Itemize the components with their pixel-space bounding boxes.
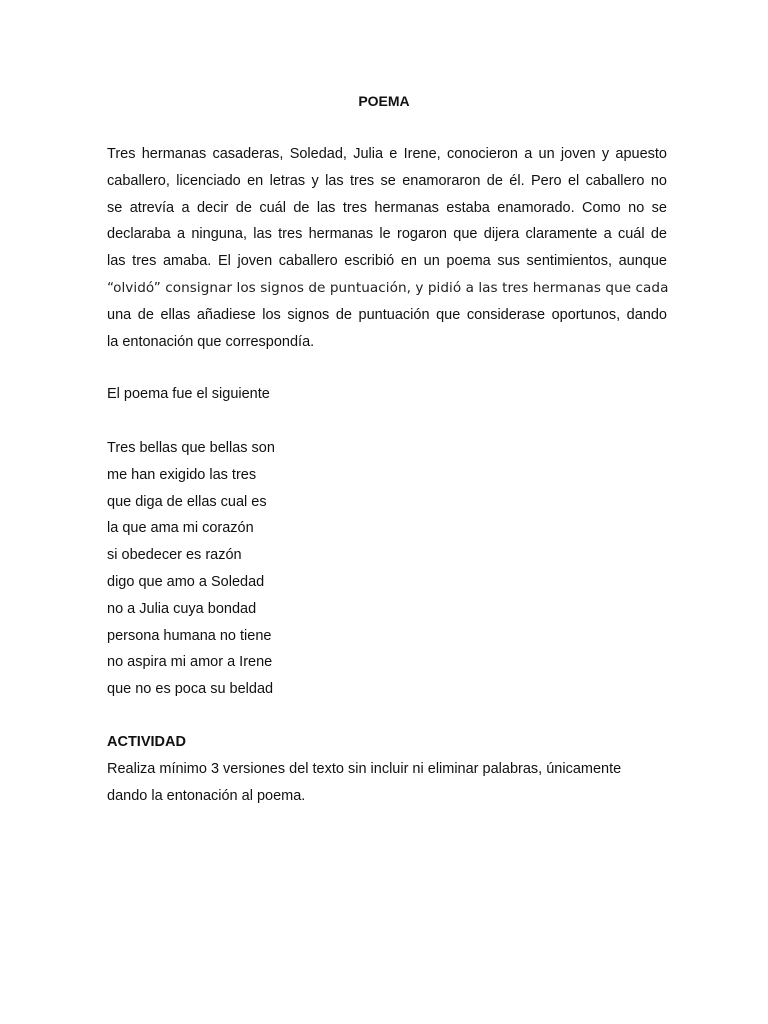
poem	[107, 435, 667, 703]
poem-line: persona humana no tiene	[107, 627, 272, 644]
intro-line: caballero, licenciado en letras y las tres se enamoraron de él. Pero el caballero no	[107, 172, 667, 189]
poem-intro-text: El poema fue el siguiente	[107, 386, 270, 402]
intro-line: “olvidó” consignar los signos de puntuación, y pidió a las tres hermanas que cada	[107, 279, 669, 296]
poem-line: Tres bellas que bellas son	[107, 440, 275, 456]
poem-line: si obedecer es razón	[107, 547, 242, 564]
intro-line: declaraba a ninguna, las tres hermanas le rogaron que dijera claramente a cuál de	[107, 226, 667, 243]
poem-line: la que ama mi corazón	[107, 520, 254, 537]
intro-paragraph	[107, 141, 667, 355]
poem-line: no aspira mi amor a Irene	[107, 654, 273, 671]
poem-line: no a Julia cuya bondad	[107, 600, 257, 617]
activity-line: Realiza mínimo 3 versiones del texto sin incluir ni eliminar palabras, únicamente	[107, 761, 622, 777]
poem-line: me han exigido las tres	[107, 466, 257, 483]
intro-line: una de ellas añadiese los signos de puntuación que considerase oportunos, dando	[107, 306, 667, 323]
intro-line: Tres hermanas casaderas, Soledad, Julia e Irene, conocieron a un joven y apuesto	[107, 146, 667, 162]
poem-line: digo que amo a Soledad	[107, 573, 265, 590]
activity-line: dando la entonación al poema.	[107, 787, 306, 804]
poem-line: que no es poca su beldad	[107, 681, 274, 698]
poem-line: que diga de ellas cual es	[107, 493, 267, 510]
page-title: POEMA	[358, 93, 410, 109]
intro-line: la entonación que correspondía.	[107, 333, 315, 350]
activity-heading: ACTIVIDAD	[107, 734, 186, 750]
poem-intro	[107, 381, 667, 408]
intro-line: las tres amaba. El joven caballero escribió en un poema sus sentimientos, aunque	[107, 253, 667, 270]
activity-instructions	[107, 756, 667, 810]
intro-line: se atrevía a decir de cuál de las tres hermanas estaba enamorado. Como no se	[107, 199, 667, 216]
